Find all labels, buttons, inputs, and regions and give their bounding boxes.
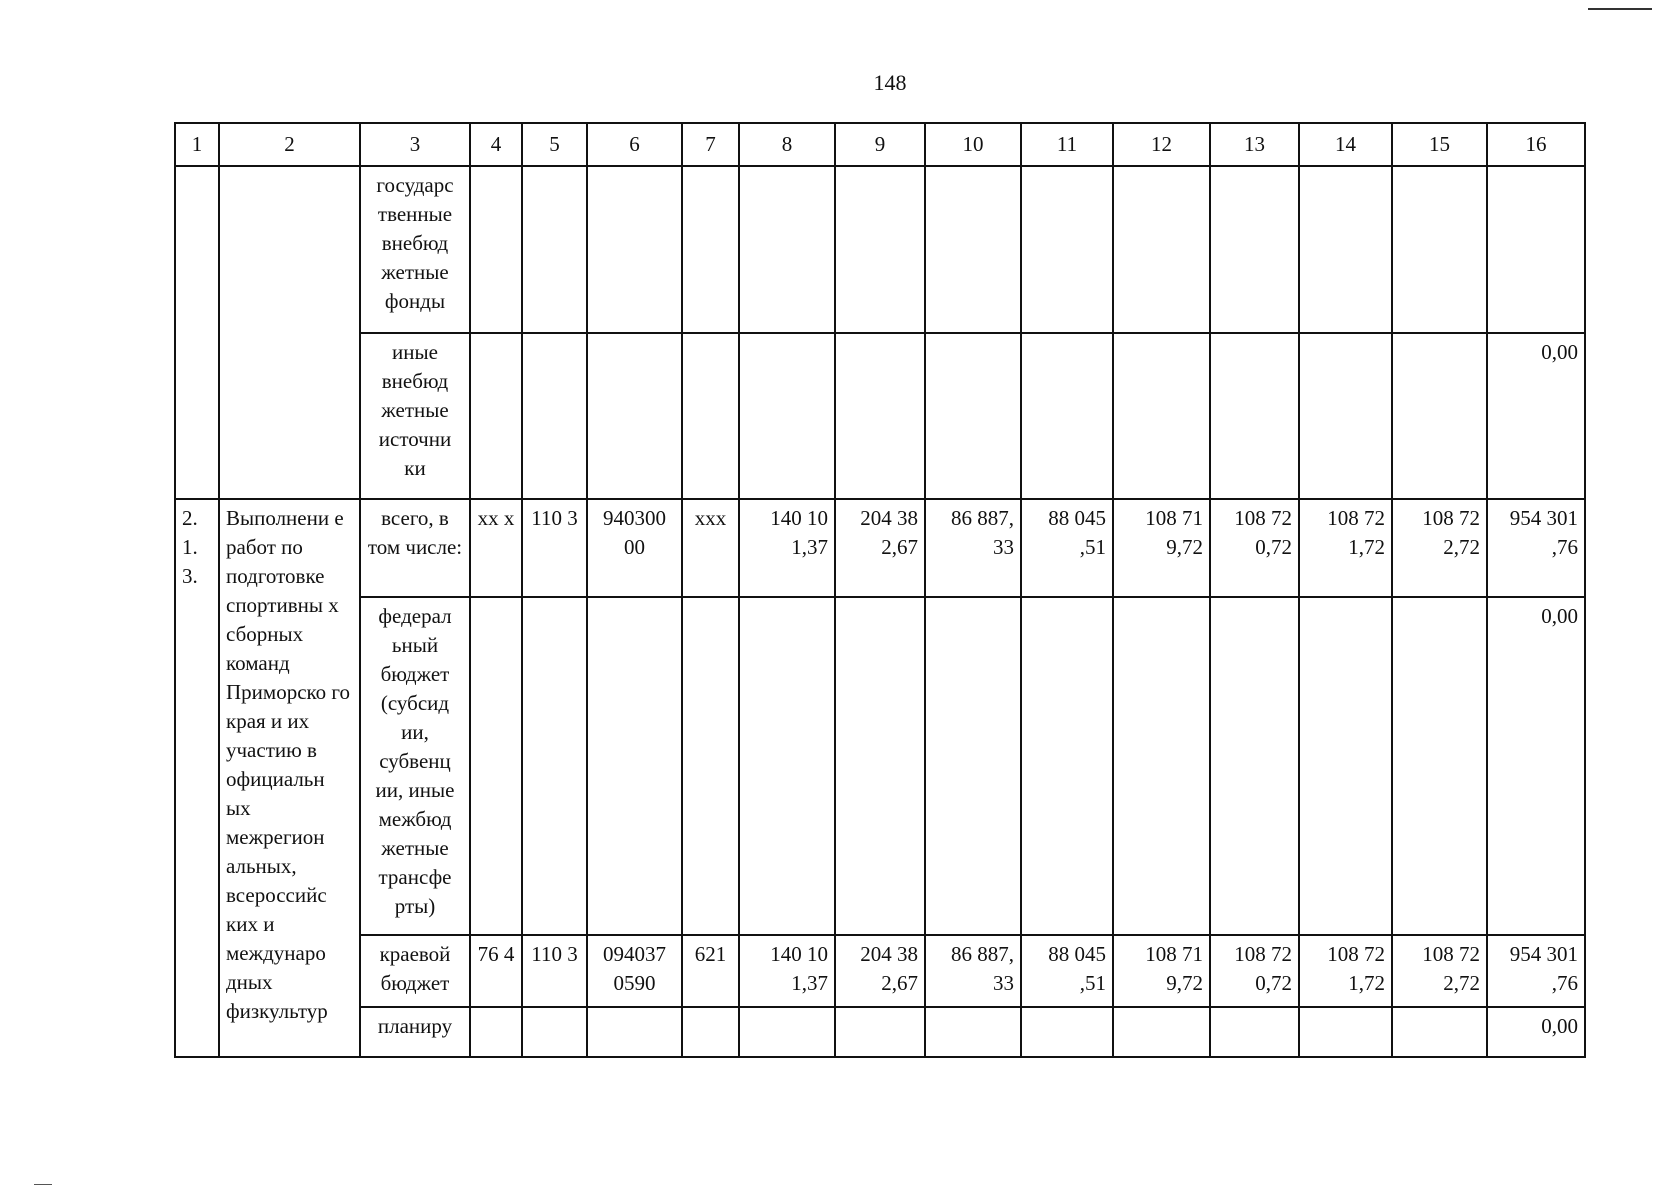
- amount-cell: 86 887, 33: [925, 499, 1021, 597]
- amount-cell: 140 10 1,37: [739, 499, 835, 597]
- amount-cell: [1210, 166, 1299, 333]
- amount-cell: 108 72 1,72: [1299, 935, 1392, 1007]
- amount-cell: [1392, 1007, 1487, 1057]
- activity-name-cell: [219, 166, 360, 499]
- amount-cell: [1392, 333, 1487, 499]
- table-cell: [522, 1007, 587, 1057]
- amount-cell: [835, 1007, 925, 1057]
- total-cell: 0,00: [1487, 597, 1585, 935]
- column-header: 12: [1113, 123, 1210, 166]
- amount-cell: 88 045 ,51: [1021, 935, 1113, 1007]
- column-header: 2: [219, 123, 360, 166]
- table-cell: хх х: [470, 499, 522, 597]
- column-header: 3: [360, 123, 470, 166]
- table-cell: 110 3: [522, 499, 587, 597]
- table-cell: [470, 597, 522, 935]
- amount-cell: [739, 1007, 835, 1057]
- page-number: 148: [873, 70, 907, 95]
- amount-cell: 88 045 ,51: [1021, 499, 1113, 597]
- table-cell: ххх: [682, 499, 739, 597]
- column-header: 6: [587, 123, 682, 166]
- scan-mark: [34, 1184, 52, 1185]
- amount-cell: [1392, 166, 1487, 333]
- activity-name-cell: Выполнени е работ по подготовке спортивны х сборных команд Приморско го края и их участию в официальн ых межрегион альных, всероссийс ких и междунаро дных физкультур: [219, 499, 360, 1057]
- funding-source-cell: федерал ьный бюджет (субсид ии, субвенц ии, иные межбюд жетные трансфе рты): [360, 597, 470, 935]
- amount-cell: 204 38 2,67: [835, 499, 925, 597]
- table-cell: 094037 0590: [587, 935, 682, 1007]
- total-cell: 0,00: [1487, 333, 1585, 499]
- table-cell: [587, 333, 682, 499]
- table-cell: [522, 597, 587, 935]
- amount-cell: [1210, 597, 1299, 935]
- table-cell: [587, 166, 682, 333]
- column-header: 10: [925, 123, 1021, 166]
- funding-source-cell: иные внебюд жетные источни ки: [360, 333, 470, 499]
- table-cell: 76 4: [470, 935, 522, 1007]
- amount-cell: 108 72 0,72: [1210, 935, 1299, 1007]
- amount-cell: [835, 597, 925, 935]
- table-cell: 940300 00: [587, 499, 682, 597]
- amount-cell: [925, 597, 1021, 935]
- amount-cell: [739, 597, 835, 935]
- column-number-row: [175, 123, 1585, 166]
- column-header: 16: [1487, 123, 1585, 166]
- amount-cell: 108 71 9,72: [1113, 499, 1210, 597]
- amount-cell: [835, 333, 925, 499]
- table-row: [175, 499, 1585, 597]
- table-cell: [470, 333, 522, 499]
- amount-cell: [739, 166, 835, 333]
- funding-source-cell: государс твенные внебюд жетные фонды: [360, 166, 470, 333]
- table-cell: 110 3: [522, 935, 587, 1007]
- column-header: 4: [470, 123, 522, 166]
- total-cell: 954 301 ,76: [1487, 499, 1585, 597]
- funding-source-cell: краевой бюджет: [360, 935, 470, 1007]
- column-header: 11: [1021, 123, 1113, 166]
- table-cell: [682, 333, 739, 499]
- amount-cell: [1021, 333, 1113, 499]
- table-cell: [587, 1007, 682, 1057]
- amount-cell: [1299, 333, 1392, 499]
- amount-cell: [1299, 1007, 1392, 1057]
- amount-cell: 86 887, 33: [925, 935, 1021, 1007]
- table-cell: [470, 166, 522, 333]
- amount-cell: [739, 333, 835, 499]
- amount-cell: 108 71 9,72: [1113, 935, 1210, 1007]
- table-row: [175, 935, 1585, 1007]
- amount-cell: [1113, 166, 1210, 333]
- table-cell: [522, 166, 587, 333]
- table-row: [175, 333, 1585, 499]
- amount-cell: [925, 1007, 1021, 1057]
- column-header: 5: [522, 123, 587, 166]
- table-row: [175, 597, 1585, 935]
- table-cell: [522, 333, 587, 499]
- amount-cell: [835, 166, 925, 333]
- amount-cell: [1299, 166, 1392, 333]
- column-header: 15: [1392, 123, 1487, 166]
- amount-cell: 108 72 1,72: [1299, 499, 1392, 597]
- amount-cell: 108 72 0,72: [1210, 499, 1299, 597]
- column-header: 7: [682, 123, 739, 166]
- funding-source-cell: планиру: [360, 1007, 470, 1057]
- column-header: 9: [835, 123, 925, 166]
- table-cell: [682, 166, 739, 333]
- funding-source-cell: всего, в том числе:: [360, 499, 470, 597]
- column-header: 1: [175, 123, 219, 166]
- amount-cell: [1021, 166, 1113, 333]
- total-cell: 0,00: [1487, 1007, 1585, 1057]
- row-number-cell: [175, 166, 219, 499]
- top-edge-rule: [1588, 8, 1652, 10]
- amount-cell: [1021, 597, 1113, 935]
- total-cell: [1487, 166, 1585, 333]
- amount-cell: [1113, 1007, 1210, 1057]
- row-number-cell: 2. 1. 3.: [175, 499, 219, 1057]
- amount-cell: [1113, 597, 1210, 935]
- amount-cell: [1299, 597, 1392, 935]
- amount-cell: 204 38 2,67: [835, 935, 925, 1007]
- amount-cell: [1392, 597, 1487, 935]
- table-cell: [587, 597, 682, 935]
- table-row: [175, 1007, 1585, 1057]
- budget-table: [174, 122, 1586, 1058]
- amount-cell: 140 10 1,37: [739, 935, 835, 1007]
- amount-cell: [925, 166, 1021, 333]
- column-header: 13: [1210, 123, 1299, 166]
- table-cell: [682, 1007, 739, 1057]
- amount-cell: [1210, 1007, 1299, 1057]
- table-cell: [470, 1007, 522, 1057]
- total-cell: 954 301 ,76: [1487, 935, 1585, 1007]
- amount-cell: [1021, 1007, 1113, 1057]
- column-header: 8: [739, 123, 835, 166]
- table-row: [175, 166, 1585, 333]
- amount-cell: 108 72 2,72: [1392, 935, 1487, 1007]
- amount-cell: [1113, 333, 1210, 499]
- column-header: 14: [1299, 123, 1392, 166]
- table-cell: [682, 597, 739, 935]
- amount-cell: 108 72 2,72: [1392, 499, 1487, 597]
- table-cell: 621: [682, 935, 739, 1007]
- amount-cell: [925, 333, 1021, 499]
- amount-cell: [1210, 333, 1299, 499]
